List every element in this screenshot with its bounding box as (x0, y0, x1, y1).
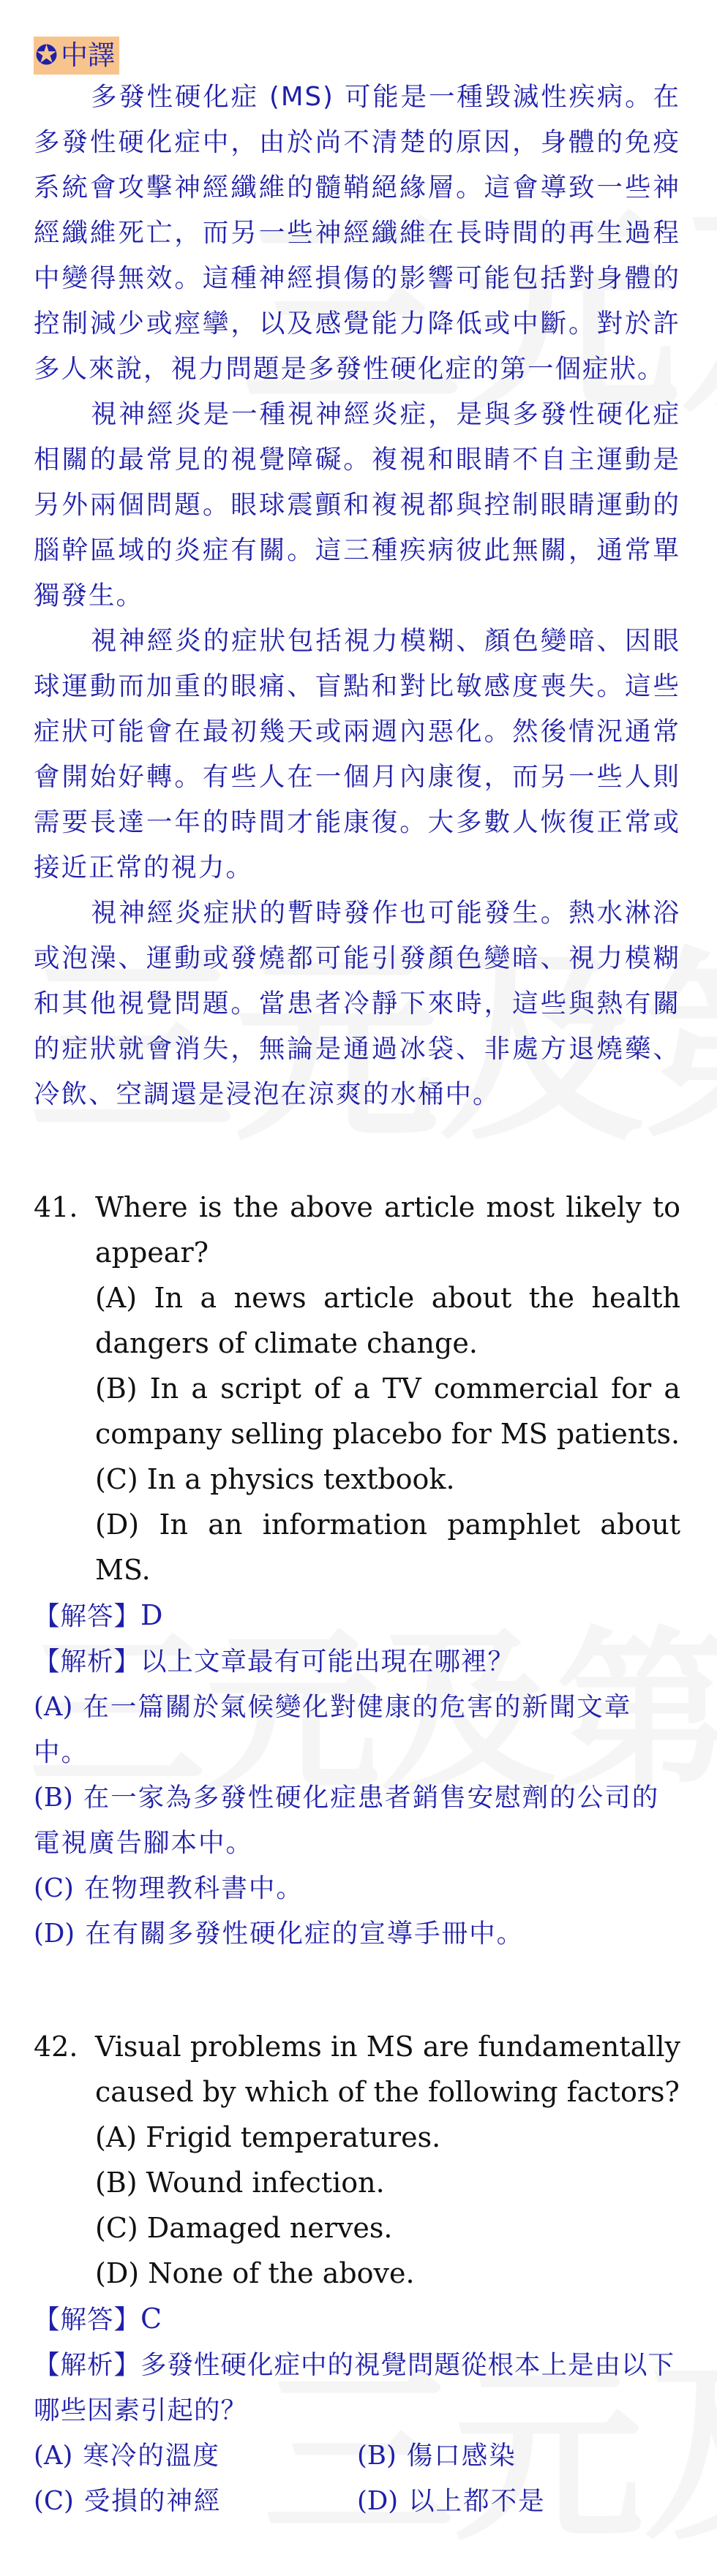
option-a: (A) In a news article about the health dangers of climate change. (95, 1282, 680, 1359)
explanation-label: 【解析】 (34, 2350, 141, 2380)
option-b: (B) In a script of a TV commercial for a company selling placebo for MS patients. (95, 1372, 680, 1450)
zh-option-label: (A) (34, 1692, 73, 1722)
question-number: 42. (34, 2031, 78, 2063)
zh-option-text: 在物理教科書中。 (83, 1873, 304, 1903)
zh-option-row (34, 2479, 680, 2524)
zh-option-a (34, 1685, 680, 1775)
zh-option-text: 受損的神經 (83, 2486, 222, 2516)
zh-option-a (34, 2433, 357, 2479)
question-text: Where is the above article most likely to appear? (95, 1191, 680, 1269)
translation-paragraph: 視神經炎症狀的暫時發作也可能發生。熱水淋浴或泡澡、運動或發燒都可能引發顏色變暗、視力模糊和其他視覺問題。當患者冷靜下來時，這些與熱有關的症狀就會消失，無論是通過冰袋、非處方退燒藥、冷飲、空調還是浸泡在涼爽的水桶中。 (34, 898, 680, 1109)
zh-option-c (34, 1866, 680, 1911)
explanation-label: 【解析】 (34, 1647, 141, 1677)
question-stem (34, 2024, 680, 2115)
translation-heading (34, 37, 119, 75)
option-c: (C) In a physics textbook. (95, 1463, 455, 1495)
zh-option-text: 在有關多發性硬化症的宣導手冊中。 (85, 1919, 525, 1949)
option-d: (D) In an information pamphlet about MS. (95, 1508, 680, 1586)
zh-option-label: (A) (34, 2441, 73, 2471)
option-d: (D) None of the above. (95, 2257, 415, 2289)
zh-option-b (357, 2433, 680, 2479)
zh-option-text: 在一家為多發性硬化症患者銷售安慰劑的公司的電視廣告腳本中。 (34, 1783, 660, 1858)
translation-paragraph: 多發性硬化症 (MS) 可能是一種毀滅性疾病。在多發性硬化症中，由於尚不清楚的原因，身體的免疫系統會攻擊神經纖維的髓鞘絕緣層。這會導致一些神經纖維死亡，而另一些神經纖維在長時間的再生過程中變得無效。這種神經損傷的影響可能包括對身體的控制減少或痙攣，以及感覺能力降低或中斷。對於許多人來說，視力問題是多發性硬化症的第一個症狀。 (34, 82, 680, 384)
chinese-translation-section (34, 37, 680, 1117)
translation-paragraph: 視神經炎的症狀包括視力模糊、顏色變暗、因眼球運動而加重的眼痛、盲點和對比敏感度喪失。這些症狀可能會在最初幾天或兩週內惡化。然後情況通常會開始好轉。有些人在一個月內康復，而另一些人則需要長達一年的時間才能康復。大多數人恢復正常或接近正常的視力。 (34, 626, 680, 883)
zh-option-text: 在一篇關於氣候變化對健康的危害的新聞文章中。 (34, 1692, 632, 1767)
question-stem (34, 1185, 680, 1275)
answer-label: 【解答】 (34, 1601, 141, 1631)
question-number: 41. (34, 1191, 78, 1223)
star-icon: ✪ (35, 39, 59, 71)
translation-title: 中譯 (61, 39, 116, 71)
question-42 (34, 2024, 680, 2524)
zh-option-d (357, 2479, 680, 2524)
zh-option-label: (B) (34, 1783, 73, 1813)
zh-option-text: 以上都不是 (408, 2486, 546, 2516)
explanation-text: 多發性硬化症中的視覺問題從根本上是由以下哪些因素引起的？ (34, 2350, 675, 2425)
zh-option-d (34, 1911, 680, 1957)
answer-line (34, 2296, 680, 2343)
question-41 (34, 1185, 680, 1957)
zh-option-text: 寒冷的溫度 (83, 2441, 220, 2471)
answer-label: 【解答】 (34, 2305, 141, 2335)
option-b: (B) Wound infection. (95, 2167, 385, 2199)
zh-option-label: (C) (34, 1873, 74, 1903)
zh-option-label: (D) (357, 2486, 399, 2516)
option-a: (A) Frigid temperatures. (95, 2121, 441, 2153)
zh-option-row (34, 2433, 680, 2479)
document-body (34, 37, 680, 2524)
translation-paragraph: 視神經炎是一種視神經炎症，是與多發性硬化症相關的最常見的視覺障礙。複視和眼睛不自主運動是另外兩個問題。眼球震顫和複視都與控制眼睛運動的腦幹區域的炎症有關。這三種疾病彼此無關，通常單獨發生。 (34, 399, 680, 611)
question-text: Visual problems in MS are fundamentally caused by which of the following factors? (95, 2031, 680, 2108)
explanation-line (34, 1639, 680, 1685)
zh-option-label: (C) (34, 2486, 74, 2516)
explanation-text: 以上文章最有可能出現在哪裡？ (140, 1647, 515, 1677)
explanation-line (34, 2343, 680, 2433)
zh-option-text: 傷口感染 (406, 2441, 517, 2471)
option-c: (C) Damaged nerves. (95, 2212, 393, 2244)
zh-option-label: (B) (357, 2441, 397, 2471)
zh-option-label: (D) (34, 1919, 75, 1949)
answer-value: C (140, 2303, 163, 2335)
answer-line (34, 1593, 680, 1639)
zh-option-b (34, 1775, 680, 1866)
answer-value: D (140, 1599, 164, 1631)
zh-option-c (34, 2479, 357, 2524)
